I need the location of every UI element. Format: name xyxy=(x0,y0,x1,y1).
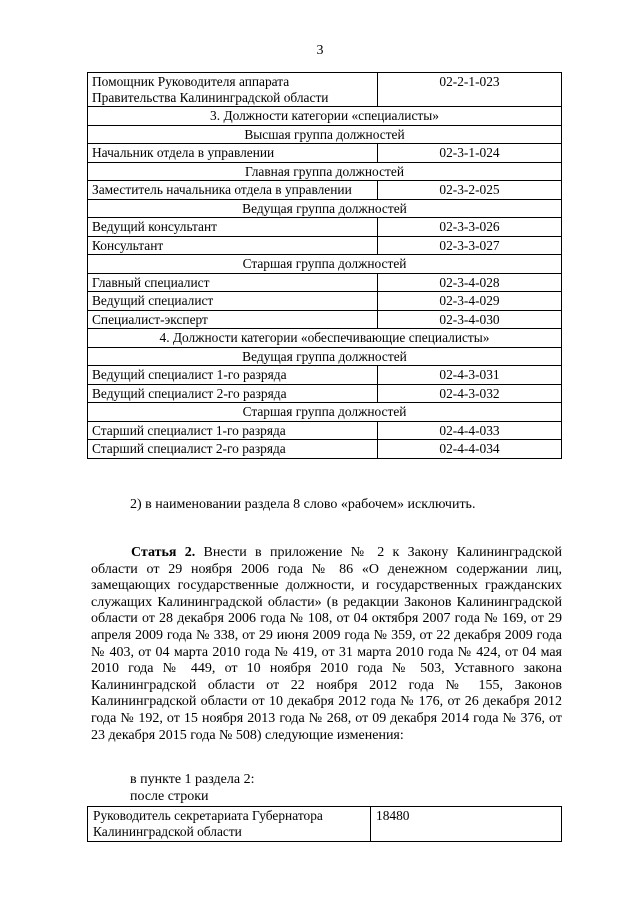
position-code: 02-3-4-028 xyxy=(378,273,562,292)
table-row xyxy=(88,181,562,200)
table-row xyxy=(88,310,562,329)
article-2-paragraph xyxy=(91,545,562,744)
table-row xyxy=(88,73,562,107)
table-row xyxy=(88,366,562,385)
table-row xyxy=(88,440,562,459)
table-row xyxy=(88,273,562,292)
group-header-row xyxy=(88,329,562,348)
position-code: 02-3-2-025 xyxy=(378,181,562,200)
point-line: в пункте 1 раздела 2: xyxy=(130,772,255,787)
group-header: Старшая группа должностей xyxy=(88,255,562,274)
position-code: 02-3-3-026 xyxy=(378,218,562,237)
article-2-text: Внести в приложение № 2 к Закону Калининградской области от 29 ноября 2006 года № 86 «О денежном содержании лиц, замещающих государственные должности, и государственных гражданских служащих Калининградской области» (в редакции Законов Калининградской области от 28 декабря 2006 года № 108, от 04 октября 2007 года № 169, от 29 апреля 2009 года № 338, от 29 июня 2009 года № 359, от 22 декабря 2009 года № 403, от 04 марта 2010 года № 419, от 31 марта 2010 года № 424, от 04 мая 2010 года № 449, от 10 ноября 2010 года № 503, Уставного закона Калининградской области от 22 ноября 2012 года № 155, Законов Калининградской области от 10 декабря 2012 года № 176, от 26 декабря 2012 года № 192, от 15 ноября 2013 года № 268, от 09 декабря 2014 года № 376, от 23 декабря 2015 года № 508) следующие изменения: xyxy=(91,545,563,743)
group-header: Старшая группа должностей xyxy=(88,403,562,422)
position-name: Главный специалист xyxy=(88,273,378,292)
salary-table xyxy=(87,806,562,842)
position-name: Помощник Руководителя аппарата Правительства Калининградской области xyxy=(88,73,378,107)
position-name: Консультант xyxy=(88,236,378,255)
position-code: 02-4-4-034 xyxy=(378,440,562,459)
group-header: 3. Должности категории «специалисты» xyxy=(88,107,562,126)
group-header: Высшая группа должностей xyxy=(88,125,562,144)
position-code: 02-4-3-031 xyxy=(378,366,562,385)
article-2-heading: Статья 2. xyxy=(131,545,196,560)
table-row xyxy=(88,384,562,403)
position-name: Ведущий консультант xyxy=(88,218,378,237)
position-name: Ведущий специалист 1-го разряда xyxy=(88,366,378,385)
group-header-row xyxy=(88,255,562,274)
position-code: 02-3-4-030 xyxy=(378,310,562,329)
positions-table xyxy=(87,72,562,459)
position-name: Специалист-эксперт xyxy=(88,310,378,329)
position-name: Начальник отдела в управлении xyxy=(88,144,378,163)
table-row xyxy=(88,421,562,440)
salary-position-name: Руководитель секретариата Губернатора Калининградской области xyxy=(88,807,371,842)
positions-table-body xyxy=(88,73,562,459)
position-code: 02-3-4-029 xyxy=(378,292,562,311)
salary-row xyxy=(88,807,562,842)
amendment-item-2: 2) в наименовании раздела 8 слово «рабочем» исключить. xyxy=(130,497,476,512)
position-code: 02-2-1-023 xyxy=(378,73,562,107)
position-name: Ведущий специалист xyxy=(88,292,378,311)
group-header-row xyxy=(88,107,562,126)
salary-value: 18480 xyxy=(371,807,562,842)
position-name: Старший специалист 2-го разряда xyxy=(88,440,378,459)
group-header: 4. Должности категории «обеспечивающие специалисты» xyxy=(88,329,562,348)
position-code: 02-3-1-024 xyxy=(378,144,562,163)
group-header-row xyxy=(88,347,562,366)
page-number: 3 xyxy=(316,43,324,58)
group-header: Главная группа должностей xyxy=(88,162,562,181)
group-header-row xyxy=(88,403,562,422)
after-line: после строки xyxy=(130,789,209,804)
position-name: Ведущий специалист 2-го разряда xyxy=(88,384,378,403)
position-name: Старший специалист 1-го разряда xyxy=(88,421,378,440)
group-header: Ведущая группа должностей xyxy=(88,199,562,218)
table-row xyxy=(88,236,562,255)
group-header: Ведущая группа должностей xyxy=(88,347,562,366)
position-code: 02-4-4-033 xyxy=(378,421,562,440)
table-row xyxy=(88,292,562,311)
group-header-row xyxy=(88,125,562,144)
group-header-row xyxy=(88,199,562,218)
position-code: 02-4-3-032 xyxy=(378,384,562,403)
table-row xyxy=(88,218,562,237)
table-row xyxy=(88,144,562,163)
position-name: Заместитель начальника отдела в управлении xyxy=(88,181,378,200)
position-code: 02-3-3-027 xyxy=(378,236,562,255)
group-header-row xyxy=(88,162,562,181)
